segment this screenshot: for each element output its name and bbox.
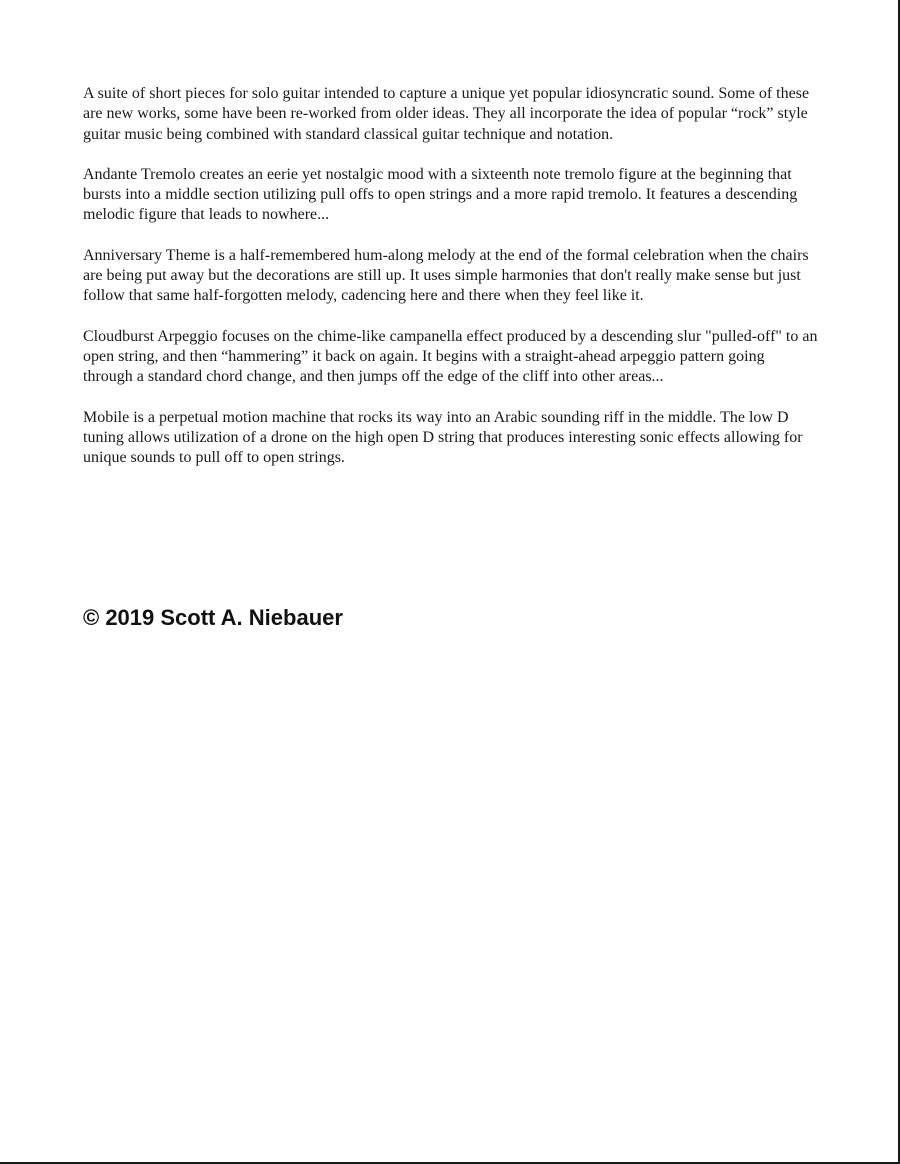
intro-paragraph: A suite of short pieces for solo guitar intended to capture a unique yet popular idiosyncratic sound. Some of these are new works, some have been re-worked from older ideas. They all incorporate the idea of popular “rock” style guitar music being combined with standard classical guitar technique and notation. [83, 85, 810, 143]
cloudburst-arpeggio-paragraph: Cloudburst Arpeggio focuses on the chime-like campanella effect produced by a descending slur "pulled-off" to an open string, and then “hammering” it back on again. It begins with a straight-ahead arpeggio pattern going through a standard chord change, and then jumps off the edge of the cliff into other areas... [83, 327, 818, 386]
andante-tremolo-paragraph: Andante Tremolo creates an eerie yet nostalgic mood with a sixteenth note tremolo figure at the beginning that bursts into a middle section utilizing pull offs to open strings and a more rapid tremolo. It features a descending melodic figure that leads to nowhere... [83, 165, 798, 224]
mobile-paragraph: Mobile is a perpetual motion machine that rocks its way into an Arabic sounding riff in the middle. The low D tuning allows utilization of a drone on the high open D string that produces interesting sonic effects allowing for unique sounds to pull off to open strings. [83, 408, 803, 467]
anniversary-theme-paragraph: Anniversary Theme is a half-remembered hum-along melody at the end of the formal celebration when the chairs are being put away but the decorations are still up. It uses simple harmonies that don't really make sense but just follow that same half-forgotten melody, cadencing here and there when they feel like it. [83, 246, 809, 305]
document-body [83, 84, 818, 488]
copyright-notice: © 2019 Scott A. Niebauer [83, 605, 343, 630]
